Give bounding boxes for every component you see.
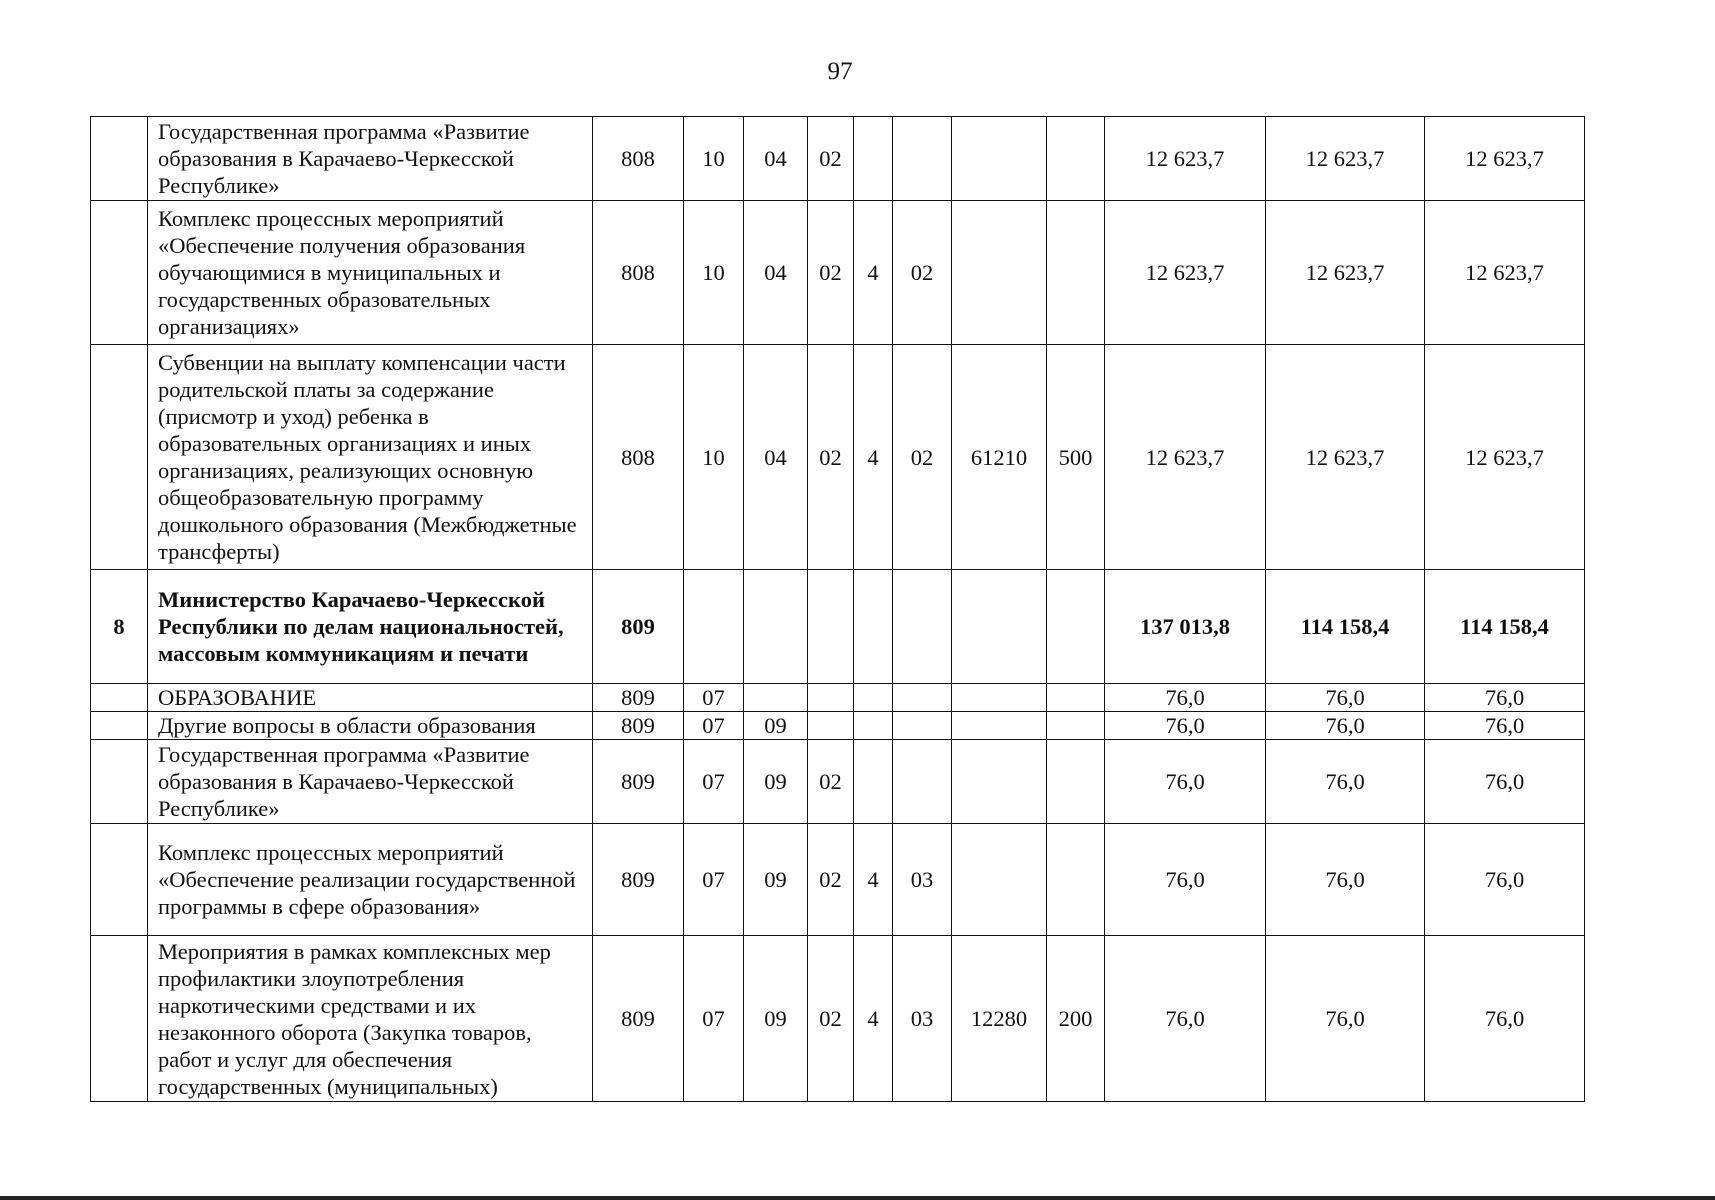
section-code: 07 bbox=[684, 712, 744, 740]
row-number bbox=[91, 201, 148, 345]
subsection-code bbox=[744, 684, 808, 712]
amount-year-3: 76,0 bbox=[1425, 824, 1585, 936]
section-code: 10 bbox=[684, 201, 744, 345]
amount-year-3: 76,0 bbox=[1425, 936, 1585, 1102]
table-row bbox=[91, 117, 1585, 201]
expense-type-code bbox=[1047, 570, 1105, 684]
table-row bbox=[91, 936, 1585, 1102]
subsection-code: 04 bbox=[744, 345, 808, 570]
expense-type-code: 500 bbox=[1047, 345, 1105, 570]
expense-type-code bbox=[1047, 201, 1105, 345]
program-code: 02 bbox=[808, 117, 854, 201]
program-code: 02 bbox=[808, 201, 854, 345]
row-name: Государственная программа «Развитие образования в Карачаево-Черкесской Республике» bbox=[148, 740, 593, 824]
amount-year-2: 76,0 bbox=[1266, 712, 1425, 740]
row-name: Государственная программа «Развитие образования в Карачаево-Черкесской Республике» bbox=[148, 117, 593, 201]
section-code: 07 bbox=[684, 824, 744, 936]
row-number: 8 bbox=[91, 570, 148, 684]
amount-year-1: 76,0 bbox=[1105, 712, 1266, 740]
scan-bottom-edge bbox=[0, 1196, 1715, 1200]
table-row bbox=[91, 345, 1585, 570]
activity-code bbox=[893, 684, 952, 712]
row-name: Комплекс процессных мероприятий «Обеспечение получения образования обучающимися в муниципальных и государственных образовательных организациях» bbox=[148, 201, 593, 345]
table-row bbox=[91, 712, 1585, 740]
activity-code: 02 bbox=[893, 201, 952, 345]
amount-year-1: 76,0 bbox=[1105, 824, 1266, 936]
row-name: Другие вопросы в области образования bbox=[148, 712, 593, 740]
table-row bbox=[91, 740, 1585, 824]
amount-year-2: 76,0 bbox=[1266, 740, 1425, 824]
amount-year-2: 76,0 bbox=[1266, 936, 1425, 1102]
table-row bbox=[91, 684, 1585, 712]
direction-code bbox=[952, 117, 1047, 201]
row-name: Субвенции на выплату компенсации части родительской платы за содержание (присмотр и уход) ребенка в образовательных организациях и иных организациях, реализующих основную общеобразовательную программу дошкольного образования (Межбюджетные трансферты) bbox=[148, 345, 593, 570]
amount-year-2: 12 623,7 bbox=[1266, 117, 1425, 201]
ministry-code: 808 bbox=[593, 117, 684, 201]
expense-type-code bbox=[1047, 712, 1105, 740]
amount-year-1: 12 623,7 bbox=[1105, 201, 1266, 345]
direction-code: 12280 bbox=[952, 936, 1047, 1102]
amount-year-2: 114 158,4 bbox=[1266, 570, 1425, 684]
ministry-code: 809 bbox=[593, 824, 684, 936]
direction-code bbox=[952, 684, 1047, 712]
section-code: 07 bbox=[684, 684, 744, 712]
expense-type-code bbox=[1047, 117, 1105, 201]
expense-type-code bbox=[1047, 740, 1105, 824]
table-row bbox=[91, 824, 1585, 936]
amount-year-1: 137 013,8 bbox=[1105, 570, 1266, 684]
amount-year-3: 114 158,4 bbox=[1425, 570, 1585, 684]
direction-code bbox=[952, 740, 1047, 824]
row-number bbox=[91, 712, 148, 740]
amount-year-3: 76,0 bbox=[1425, 712, 1585, 740]
direction-code bbox=[952, 712, 1047, 740]
ministry-code: 809 bbox=[593, 936, 684, 1102]
ministry-code: 809 bbox=[593, 712, 684, 740]
direction-code bbox=[952, 824, 1047, 936]
ministry-code: 809 bbox=[593, 740, 684, 824]
ministry-code: 808 bbox=[593, 345, 684, 570]
amount-year-3: 76,0 bbox=[1425, 740, 1585, 824]
subsection-code: 09 bbox=[744, 712, 808, 740]
program-code bbox=[808, 684, 854, 712]
expense-type-code: 200 bbox=[1047, 936, 1105, 1102]
amount-year-1: 76,0 bbox=[1105, 740, 1266, 824]
amount-year-2: 76,0 bbox=[1266, 824, 1425, 936]
activity-code bbox=[893, 712, 952, 740]
budget-table bbox=[90, 116, 1585, 1102]
section-code: 07 bbox=[684, 740, 744, 824]
section-code: 07 bbox=[684, 936, 744, 1102]
section-code bbox=[684, 570, 744, 684]
table-row bbox=[91, 570, 1585, 684]
activity-code: 02 bbox=[893, 345, 952, 570]
row-name: Мероприятия в рамках комплексных мер профилактики злоупотребления наркотическими средствами и их незаконного оборота (Закупка товаров, работ и услуг для обеспечения государственных (муниципальных) bbox=[148, 936, 593, 1102]
amount-year-2: 12 623,7 bbox=[1266, 201, 1425, 345]
subsection-code bbox=[744, 570, 808, 684]
program-code: 02 bbox=[808, 936, 854, 1102]
ministry-code: 809 bbox=[593, 570, 684, 684]
program-code bbox=[808, 712, 854, 740]
ministry-code: 808 bbox=[593, 201, 684, 345]
program-code: 02 bbox=[808, 824, 854, 936]
row-number bbox=[91, 936, 148, 1102]
subprogram-code: 4 bbox=[854, 824, 893, 936]
amount-year-1: 76,0 bbox=[1105, 936, 1266, 1102]
program-code bbox=[808, 570, 854, 684]
amount-year-1: 76,0 bbox=[1105, 684, 1266, 712]
expense-type-code bbox=[1047, 684, 1105, 712]
row-name: Комплекс процессных мероприятий «Обеспечение реализации государственной программы в сфере образования» bbox=[148, 824, 593, 936]
row-number bbox=[91, 117, 148, 201]
amount-year-1: 12 623,7 bbox=[1105, 345, 1266, 570]
subprogram-code: 4 bbox=[854, 345, 893, 570]
activity-code bbox=[893, 570, 952, 684]
amount-year-3: 12 623,7 bbox=[1425, 345, 1585, 570]
subprogram-code bbox=[854, 712, 893, 740]
row-number bbox=[91, 684, 148, 712]
subprogram-code bbox=[854, 740, 893, 824]
activity-code: 03 bbox=[893, 936, 952, 1102]
subprogram-code bbox=[854, 117, 893, 201]
amount-year-3: 12 623,7 bbox=[1425, 201, 1585, 345]
row-name: ОБРАЗОВАНИЕ bbox=[148, 684, 593, 712]
amount-year-3: 12 623,7 bbox=[1425, 117, 1585, 201]
subsection-code: 09 bbox=[744, 936, 808, 1102]
activity-code bbox=[893, 117, 952, 201]
subsection-code: 04 bbox=[744, 201, 808, 345]
row-number bbox=[91, 824, 148, 936]
subsection-code: 04 bbox=[744, 117, 808, 201]
amount-year-1: 12 623,7 bbox=[1105, 117, 1266, 201]
row-name: Министерство Карачаево-Черкесской Республики по делам национальностей, массовым коммуникациям и печати bbox=[148, 570, 593, 684]
direction-code: 61210 bbox=[952, 345, 1047, 570]
expense-type-code bbox=[1047, 824, 1105, 936]
direction-code bbox=[952, 570, 1047, 684]
program-code: 02 bbox=[808, 740, 854, 824]
row-number bbox=[91, 345, 148, 570]
amount-year-2: 76,0 bbox=[1266, 684, 1425, 712]
section-code: 10 bbox=[684, 345, 744, 570]
page-number: 97 bbox=[827, 58, 853, 85]
activity-code: 03 bbox=[893, 824, 952, 936]
direction-code bbox=[952, 201, 1047, 345]
section-code: 10 bbox=[684, 117, 744, 201]
amount-year-2: 12 623,7 bbox=[1266, 345, 1425, 570]
amount-year-3: 76,0 bbox=[1425, 684, 1585, 712]
activity-code bbox=[893, 740, 952, 824]
subsection-code: 09 bbox=[744, 824, 808, 936]
subprogram-code bbox=[854, 684, 893, 712]
subsection-code: 09 bbox=[744, 740, 808, 824]
subprogram-code: 4 bbox=[854, 201, 893, 345]
program-code: 02 bbox=[808, 345, 854, 570]
row-number bbox=[91, 740, 148, 824]
ministry-code: 809 bbox=[593, 684, 684, 712]
subprogram-code: 4 bbox=[854, 936, 893, 1102]
table-row bbox=[91, 201, 1585, 345]
subprogram-code bbox=[854, 570, 893, 684]
